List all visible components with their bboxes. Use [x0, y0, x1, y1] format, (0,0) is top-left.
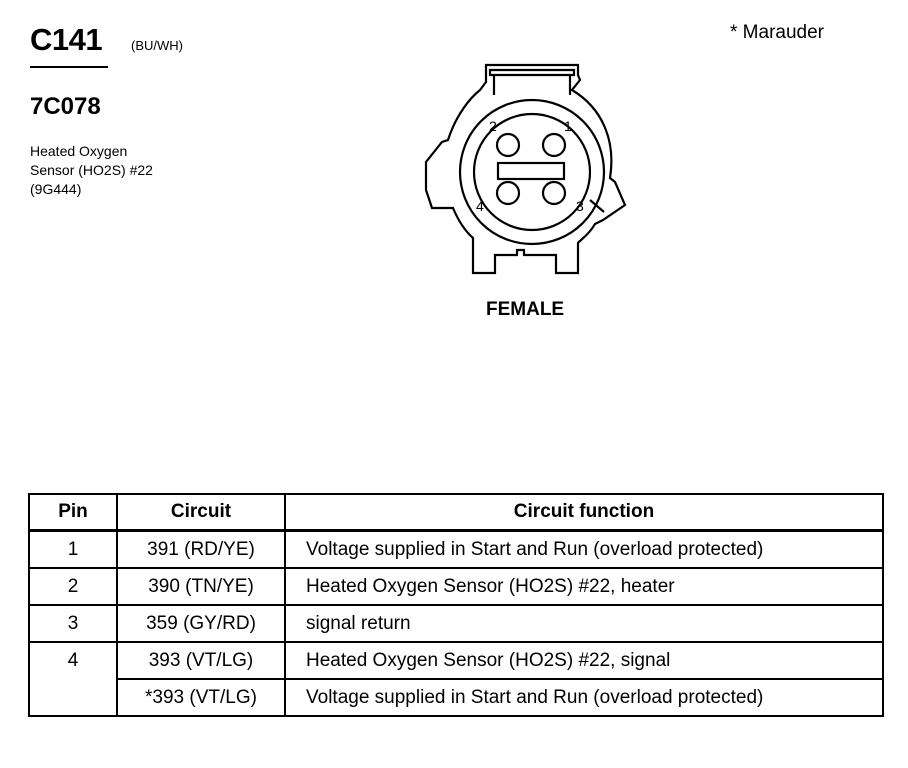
pin-socket-3	[543, 182, 565, 204]
component-description	[30, 142, 153, 199]
connector-outer-ring	[460, 100, 604, 244]
pin-socket-4	[497, 182, 519, 204]
pin-socket-2	[497, 134, 519, 156]
connector-color-code: (BU/WH)	[131, 38, 183, 53]
cell-pin: 3	[29, 605, 117, 642]
connector-top-latch	[490, 70, 574, 75]
table-row	[29, 531, 883, 569]
connector-center-key	[498, 163, 564, 179]
cell-function: Voltage supplied in Start and Run (overload protected)	[285, 531, 883, 569]
marauder-note: * Marauder	[730, 22, 824, 43]
connector-gender-label: FEMALE	[486, 299, 565, 320]
cell-pin: 4	[29, 642, 117, 716]
pin-label-4: 4	[476, 198, 484, 214]
cell-circuit: 390 (TN/YE)	[117, 568, 285, 605]
cell-function: Heated Oxygen Sensor (HO2S) #22, heater	[285, 568, 883, 605]
cell-pin: 1	[29, 531, 117, 569]
connector-id: C141	[30, 22, 103, 57]
table-row	[29, 568, 883, 605]
table-row	[29, 605, 883, 642]
table-row	[29, 642, 883, 679]
header-pin: Pin	[29, 494, 117, 531]
table-header-row	[29, 494, 883, 531]
cell-circuit: 359 (GY/RD)	[117, 605, 285, 642]
header-function: Circuit function	[285, 494, 883, 531]
part-number: 7C078	[30, 93, 101, 120]
cell-function: Voltage supplied in Start and Run (overload protected)	[285, 679, 883, 716]
description-line: Sensor (HO2S) #22	[30, 162, 153, 178]
table-row	[29, 679, 883, 716]
cell-circuit: *393 (VT/LG)	[117, 679, 285, 716]
connector-housing-outline	[426, 65, 625, 273]
cell-function: Heated Oxygen Sensor (HO2S) #22, signal	[285, 642, 883, 679]
description-line: Heated Oxygen	[30, 143, 128, 159]
cell-pin: 2	[29, 568, 117, 605]
connector-inner-collar	[494, 75, 570, 95]
title-underline	[30, 66, 108, 68]
pin-label-3: 3	[576, 198, 584, 214]
cell-circuit: 393 (VT/LG)	[117, 642, 285, 679]
cell-circuit: 391 (RD/YE)	[117, 531, 285, 569]
pin-socket-1	[543, 134, 565, 156]
description-line: (9G444)	[30, 181, 82, 197]
pin-label-1: 1	[564, 118, 572, 134]
pin-table	[28, 493, 884, 717]
cell-function: signal return	[285, 605, 883, 642]
header-circuit: Circuit	[117, 494, 285, 531]
pin-label-2: 2	[489, 118, 497, 134]
connector-face-diagram	[420, 60, 630, 280]
